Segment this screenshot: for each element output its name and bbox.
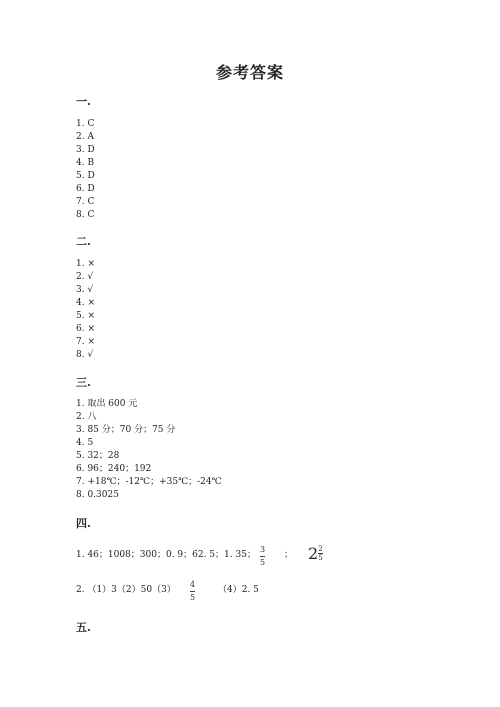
mixed-whole: 2: [308, 544, 319, 563]
s4-answer-2-text-b: （4）2. 5: [218, 585, 259, 595]
mixed-numerator: 2: [318, 545, 323, 553]
s2-answer-3: 3. √: [76, 285, 94, 295]
s3-answer-2: 2. 八: [76, 412, 97, 422]
s2-answer-1: 1. ×: [76, 259, 95, 269]
s1-answer-2: 2. A: [76, 132, 94, 142]
s1-answer-4: 4. B: [76, 158, 95, 168]
mixed-fraction: [318, 545, 322, 562]
page-title: 参考答案: [215, 63, 284, 82]
s2-answer-7: 7. ×: [76, 337, 95, 347]
s2-answer-6: 6. ×: [76, 324, 95, 334]
s3-answer-3: 3. 85 分；70 分；75 分: [76, 425, 176, 435]
s3-answer-7: 7. +18℃；-12℃；+35℃；-24℃: [76, 477, 222, 487]
section-1-heading: 一.: [76, 95, 91, 108]
s1-answer-8: 8. C: [76, 210, 95, 220]
s3-answer-6: 6. 96；240；192: [76, 464, 152, 474]
s2-answer-8: 8. √: [76, 350, 94, 360]
s2-answer-4: 4. ×: [76, 298, 95, 308]
s4-answer-1-fraction: [260, 545, 265, 568]
s1-answer-6: 6. D: [76, 184, 95, 194]
fraction-numerator: 3: [260, 545, 266, 554]
s3-answer-8: 8. 0.3025: [76, 490, 119, 500]
s1-answer-1: 1. C: [76, 119, 95, 129]
mixed-denominator: 5: [318, 554, 323, 562]
fraction-bar: [260, 556, 265, 557]
s2-answer-5: 5. ×: [76, 311, 95, 321]
fraction-denominator: 5: [260, 558, 266, 567]
s1-answer-3: 3. D: [76, 145, 95, 155]
section-3-heading: 三.: [76, 376, 91, 389]
fraction-bar: [190, 591, 195, 592]
s4-answer-2-text-a: 2. （1）3（2）50（3）: [76, 585, 176, 595]
s3-answer-1: 1. 取出 600 元: [76, 399, 138, 409]
section-4-heading: 四.: [76, 517, 91, 530]
s2-answer-2: 2. √: [76, 272, 94, 282]
fraction-numerator: 4: [190, 580, 196, 589]
fraction-denominator: 5: [190, 593, 196, 602]
s1-answer-5: 5. D: [76, 171, 95, 181]
section-5-heading: 五.: [76, 621, 91, 634]
section-2-heading: 二.: [76, 235, 91, 248]
s3-answer-5: 5. 32；28: [76, 451, 120, 461]
s3-answer-4: 4. 5: [76, 438, 94, 448]
s4-answer-1-separator: ；: [284, 550, 294, 560]
s1-answer-7: 7. C: [76, 197, 95, 207]
s4-answer-1-text: 1. 46；1008；300；0. 9；62. 5；1. 35；: [76, 550, 256, 560]
s4-answer-2-fraction: [190, 580, 195, 603]
s4-answer-1-mixed-number: [308, 543, 323, 563]
